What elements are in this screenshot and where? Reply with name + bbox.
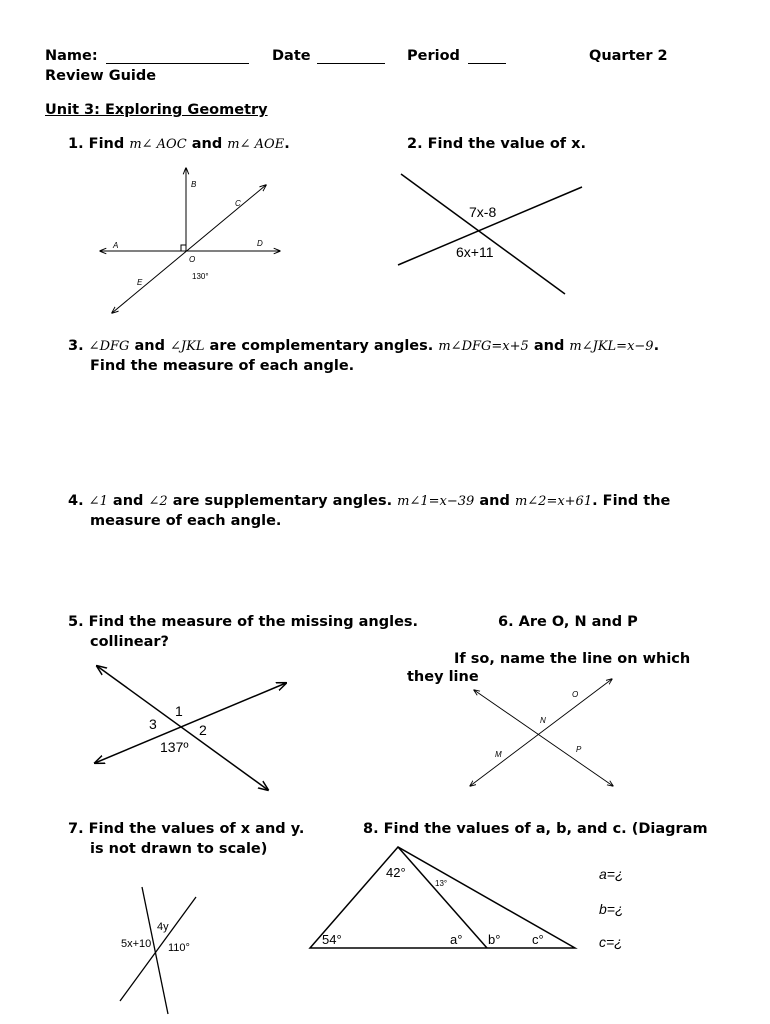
q5-label-2: 2	[199, 722, 207, 738]
q1-label-c: C	[235, 199, 241, 208]
q8-note: is not drawn to scale)	[90, 841, 268, 857]
q6-figure	[470, 679, 613, 786]
q4-instruction: measure of each angle.	[90, 513, 282, 529]
q6-line3: they line	[407, 669, 479, 685]
q2-figure	[398, 174, 582, 294]
q4-number: 4.	[68, 493, 84, 509]
q2-label-top: 7x-8	[469, 204, 497, 220]
q8-label-c: c°	[532, 932, 544, 947]
q3-period: .	[653, 338, 660, 354]
q5-line-2	[95, 683, 286, 763]
q8-answer-b: b=¿	[599, 901, 624, 917]
q6-label-p: P	[576, 745, 582, 754]
q6-line-np	[474, 690, 613, 786]
date-label: Date	[272, 48, 311, 64]
name-label: Name:	[45, 48, 98, 64]
q3-desc: are complementary angles.	[209, 338, 434, 354]
q1-and: and	[191, 136, 223, 152]
q5-figure	[95, 666, 286, 790]
q4-and: and	[112, 493, 144, 509]
q3-angle-jkl: ∠JKL	[170, 339, 205, 354]
q6-label-n: N	[540, 716, 546, 725]
q3-and-2: and	[533, 338, 565, 354]
q3-expr-jkl: m∠JKL=x−9	[569, 339, 654, 354]
q5-prompt: 5. Find the measure of the missing angles.	[68, 614, 419, 630]
q2-label-bottom: 6x+11	[456, 244, 494, 260]
q2-line-1	[401, 174, 565, 294]
q7-label-y: 4y	[157, 921, 169, 933]
q4-tail: . Find the	[592, 493, 671, 509]
q1-angle-label: 130°	[192, 272, 209, 281]
q1-label-o: O	[189, 255, 196, 264]
q8-label-inner: 13°	[435, 879, 448, 888]
q7-label-x: 5x+10	[121, 938, 152, 950]
q8-answer-a: a=¿	[599, 866, 624, 882]
q1-label-a: A	[113, 241, 119, 250]
q6-label-m: M	[495, 750, 502, 759]
period-label: Period	[407, 48, 460, 64]
q1-label-e: E	[137, 278, 143, 287]
q3-expr-dfg: m∠DFG=x+5	[438, 339, 529, 354]
q3-and: and	[134, 338, 165, 354]
q1-figure	[100, 168, 280, 313]
q6-label-o: O	[572, 690, 579, 699]
q6-collinear: collinear?	[90, 634, 169, 650]
q1-label-d: D	[257, 239, 263, 248]
q6-line-mo	[470, 679, 612, 786]
quarter-label: Quarter 2	[589, 48, 668, 64]
q4-and-2: and	[479, 493, 510, 509]
q3-number: 3.	[68, 338, 84, 354]
q1-number: 1.	[68, 136, 84, 152]
q4-angle-2: ∠2	[148, 494, 168, 509]
q7-angle-label: 110°	[168, 942, 190, 954]
q8-answer-c: c=¿	[599, 934, 623, 950]
q7-prompt: 7. Find the values of x and y.	[68, 821, 305, 837]
q3-instruction: Find the measure of each angle.	[90, 358, 355, 374]
q1-find: Find	[88, 136, 125, 152]
q7-line-1	[142, 887, 168, 1014]
unit-title: Unit 3: Exploring Geometry	[45, 102, 268, 118]
q3-angle-dfg: ∠DFG	[88, 339, 130, 354]
q6-prompt: 6. Are O, N and P	[498, 614, 638, 630]
page-subtitle: Review Guide	[45, 68, 157, 84]
q8-prompt: 8. Find the values of a, b, and c. (Diagram	[363, 821, 708, 837]
q1-angle-aoc: m∠ AOC	[129, 137, 187, 152]
q1-label-b: B	[191, 180, 197, 189]
q8-label-left: 54°	[322, 932, 342, 947]
q4-angle-1: ∠1	[88, 494, 108, 509]
q1-period: .	[284, 136, 290, 152]
q5-angle-label: 137º	[160, 739, 189, 755]
q5-line-1	[97, 666, 268, 790]
q4-desc: are supplementary angles.	[172, 493, 393, 509]
q1-right-angle-mark	[181, 245, 186, 251]
q1-angle-aoe: m∠ AOE	[227, 137, 285, 152]
q8-label-a: a°	[450, 932, 463, 947]
q1-line-ec	[112, 185, 266, 313]
q4-expr-1: m∠1=x−39	[397, 494, 475, 509]
q8-label-top: 42°	[386, 865, 406, 880]
q6-line2: If so, name the line on which	[454, 651, 691, 667]
q8-label-b: b°	[488, 932, 501, 947]
q5-label-1: 1	[175, 703, 183, 719]
q4-expr-2: m∠2=x+61	[514, 494, 593, 509]
q5-label-3: 3	[149, 716, 157, 732]
q8-cevian	[398, 847, 487, 948]
q2-prompt: 2. Find the value of x.	[407, 136, 586, 152]
